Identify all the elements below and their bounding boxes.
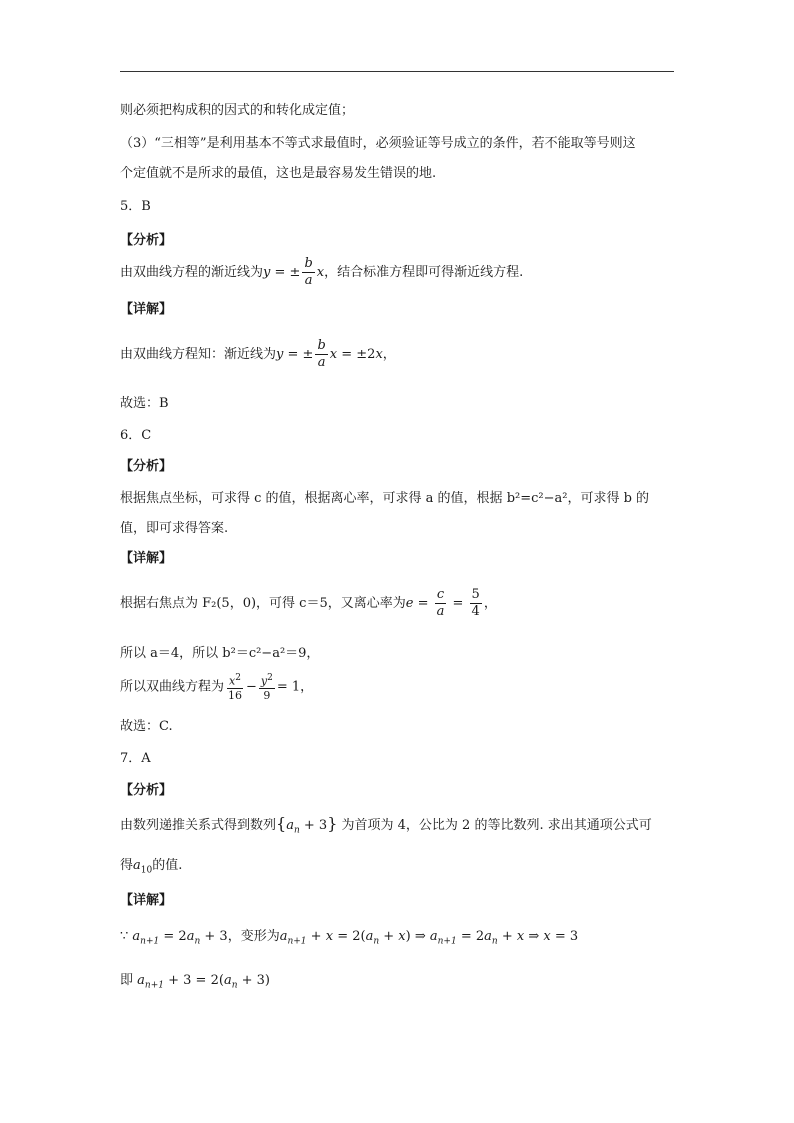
answer-line: 故选：B [120,396,169,411]
text-line: 由数列递推关系式得到数列$\{a_n + 3\}$ 为首项为 4，公比为 2 的等比数列. 求出其通项公式可 [120,814,652,836]
text-line: 值，即可求得答案. [120,521,229,536]
text-line: 所以 a＝4，所以 b²＝c²−a²＝9， [120,646,320,661]
text-line: ∵ $a_{n+1} = 2a_n + 3$，变形为$a_{n+1} + x = 2(a_n + x)$ ⇒ $a_{n+1} = 2a_n + x$ ⇒ x = 3 [120,929,579,947]
answer-line: 故选：C. [120,719,173,734]
question-7-answer: 7．A [120,751,151,766]
text-line: （3）“三相等”是利用基本不等式求最值时，必须验证等号成立的条件，若不能取等号则这 [120,136,636,151]
analysis-heading: 【分析】 [120,783,173,798]
header-rule [120,71,674,72]
solution-heading: 【详解】 [120,551,173,566]
analysis-heading: 【分析】 [120,459,173,474]
solution-heading: 【详解】 [120,302,173,317]
text-line: 由双曲线方程的渐近线为y = ± $\frac{b}{a}$ x，结合标准方程即可得渐近线方程. [120,256,524,288]
text-line: 由双曲线方程知：渐近线为y = ± $\frac{b}{a}$ x = ±2x， [120,338,396,370]
solution-heading: 【详解】 [120,893,173,908]
question-6-answer: 6．C [120,428,152,443]
analysis-heading: 【分析】 [120,233,173,248]
text-line: 即 $a_{n+1} + 3 = 2(a_n + 3)$ [120,973,270,991]
text-line: 个定值就不是所求的最值，这也是最容易发生错误的地. [120,166,437,181]
text-line: 所以双曲线方程为 $\frac{x^2}{16}$ − $\frac{y^2}{9}$ = 1， [120,673,314,702]
text-line: 根据右焦点为 F₂(5，0)，可得 c＝5，又离心率为e = $\frac{c}{a}$ = $\frac{5}{4}$ ， [120,587,497,619]
text-line: 根据焦点坐标，可求得 c 的值，根据离心率，可求得 a 的值，根据 b²=c²−a²，可求得 b 的 [120,491,650,506]
question-5-answer: 5．B [120,199,151,214]
text-line: 则必须把构成积的因式的和转化成定值； [120,103,355,118]
text-line: 得$a_{10}$的值. [120,858,183,876]
